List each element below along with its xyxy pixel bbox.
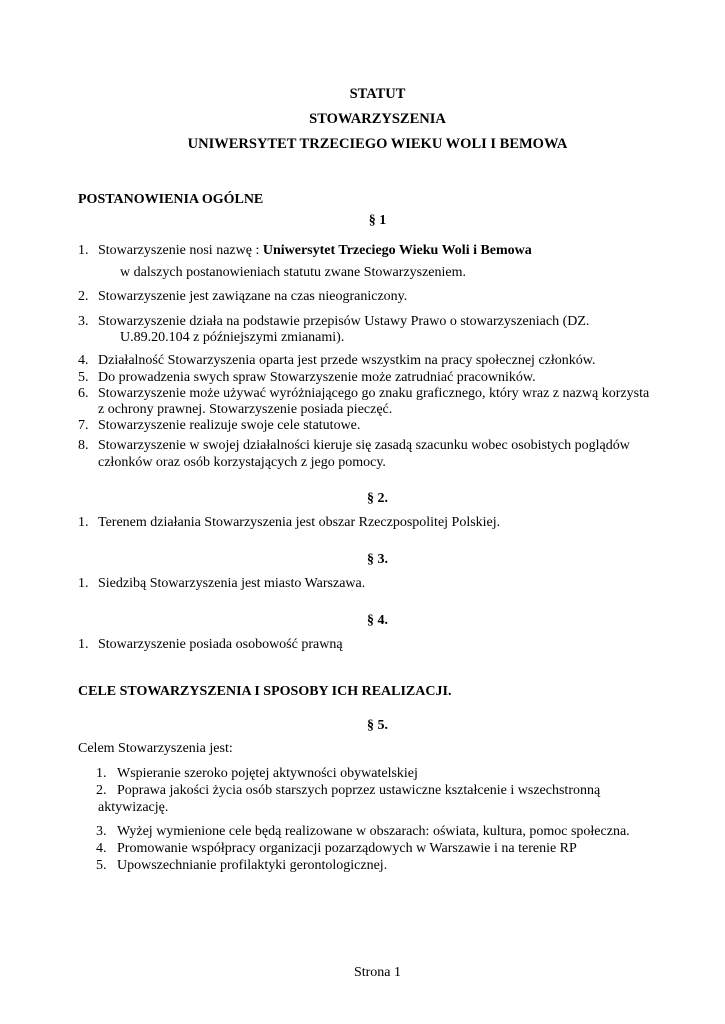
list-item-text: Terenem działania Stowarzyszenia jest obszar Rzeczpospolitej Polskiej. <box>98 515 501 530</box>
list-item-number: 5. <box>96 858 107 873</box>
list-item-text: Stowarzyszenie nosi nazwę : <box>98 243 263 258</box>
organization-name-bold: Uniwersytet Trzeciego Wieku Woli i Bemowa <box>262 243 532 258</box>
list-item-number: 8. <box>78 438 89 453</box>
list-item-text: Stowarzyszenie posiada osobowość prawną <box>98 637 343 652</box>
list-item-continuation: aktywizację. <box>98 800 169 815</box>
list-item-text: Wspieranie szeroko pojętej aktywności obywatelskiej <box>117 766 418 781</box>
list-item-number: 3. <box>96 824 107 839</box>
list-item-text: Stowarzyszenie w swojej działalności kieruje się zasadą szacunku wobec osobistych poglądów <box>98 438 630 453</box>
list-item-continuation: z ochrony prawnej. Stowarzyszenie posiada pieczęć. <box>98 402 393 417</box>
list-item-number: 2. <box>78 289 89 304</box>
list-item-text: Stowarzyszenie działa na podstawie przepisów Ustawy Prawo o stowarzyszeniach (DZ. <box>98 314 590 329</box>
list-item-number: 4. <box>78 353 89 368</box>
paragraph-mark-2: § 2. <box>367 491 388 506</box>
list-item-number: 1. <box>78 637 89 652</box>
list-item-continuation: w dalszych postanowieniach statutu zwane Stowarzyszeniem. <box>120 265 467 280</box>
list-item-continuation: członków oraz osób korzystających z jego pomocy. <box>98 455 386 470</box>
heading-cele-stowarzyszenia: CELE STOWARZYSZENIA I SPOSOBY ICH REALIZACJI. <box>78 684 452 699</box>
list-item <box>98 243 532 259</box>
list-item-number: 6. <box>78 386 89 401</box>
list-item-number: 1. <box>96 766 107 781</box>
paragraph-mark-3: § 3. <box>367 552 388 567</box>
title-statut: STATUT <box>349 86 406 102</box>
list-item-text: Działalność Stowarzyszenia oparta jest przede wszystkim na pracy społecznej członków. <box>98 353 596 368</box>
list-item-text: Poprawa jakości życia osób starszych poprzez ustawiczne kształcenie i wszechstronną <box>117 783 601 798</box>
list-item-number: 1. <box>78 515 89 530</box>
list-item-text: Siedzibą Stowarzyszenia jest miasto Warszawa. <box>98 576 366 591</box>
list-item-number: 1. <box>78 243 89 258</box>
list-item-text: Stowarzyszenie realizuje swoje cele statutowe. <box>98 418 361 433</box>
title-stowarzyszenia: STOWARZYSZENIA <box>309 111 446 127</box>
list-item-number: 4. <box>96 841 107 856</box>
list-item-number: 7. <box>78 418 89 433</box>
list-item-number: 5. <box>78 370 89 385</box>
heading-postanowienia-ogolne: POSTANOWIENIA OGÓLNE <box>78 192 264 207</box>
list-item-text: Wyżej wymienione cele będą realizowane w obszarach: oświata, kultura, pomoc społeczna. <box>117 824 630 839</box>
page-footer: Strona 1 <box>353 965 402 980</box>
list-item-number: 3. <box>78 314 89 329</box>
title-organization-name: UNIWERSYTET TRZECIEGO WIEKU WOLI I BEMOWA <box>187 136 568 152</box>
list-item-continuation: U.89.20.104 z późniejszymi zmianami). <box>120 330 345 345</box>
list-item-number: 1. <box>78 576 89 591</box>
paragraph-mark-4: § 4. <box>367 613 388 628</box>
list-item-number: 2. <box>96 783 107 798</box>
goals-intro: Celem Stowarzyszenia jest: <box>78 741 233 756</box>
list-item-text: Stowarzyszenie może używać wyróżniającego go znaku graficznego, który wraz z nazwą korzysta <box>98 386 650 401</box>
list-item-text: Promowanie współpracy organizacji pozarządowych w Warszawie i na terenie RP <box>117 841 577 856</box>
list-item-text: Stowarzyszenie jest zawiązane na czas nieograniczony. <box>98 289 408 304</box>
list-item-text: Do prowadzenia swych spraw Stowarzyszenie może zatrudniać pracowników. <box>98 370 536 385</box>
paragraph-mark-1: § 1 <box>368 213 387 228</box>
paragraph-mark-5: § 5. <box>367 718 388 733</box>
list-item-text: Upowszechnianie profilaktyki gerontologicznej. <box>117 858 388 873</box>
